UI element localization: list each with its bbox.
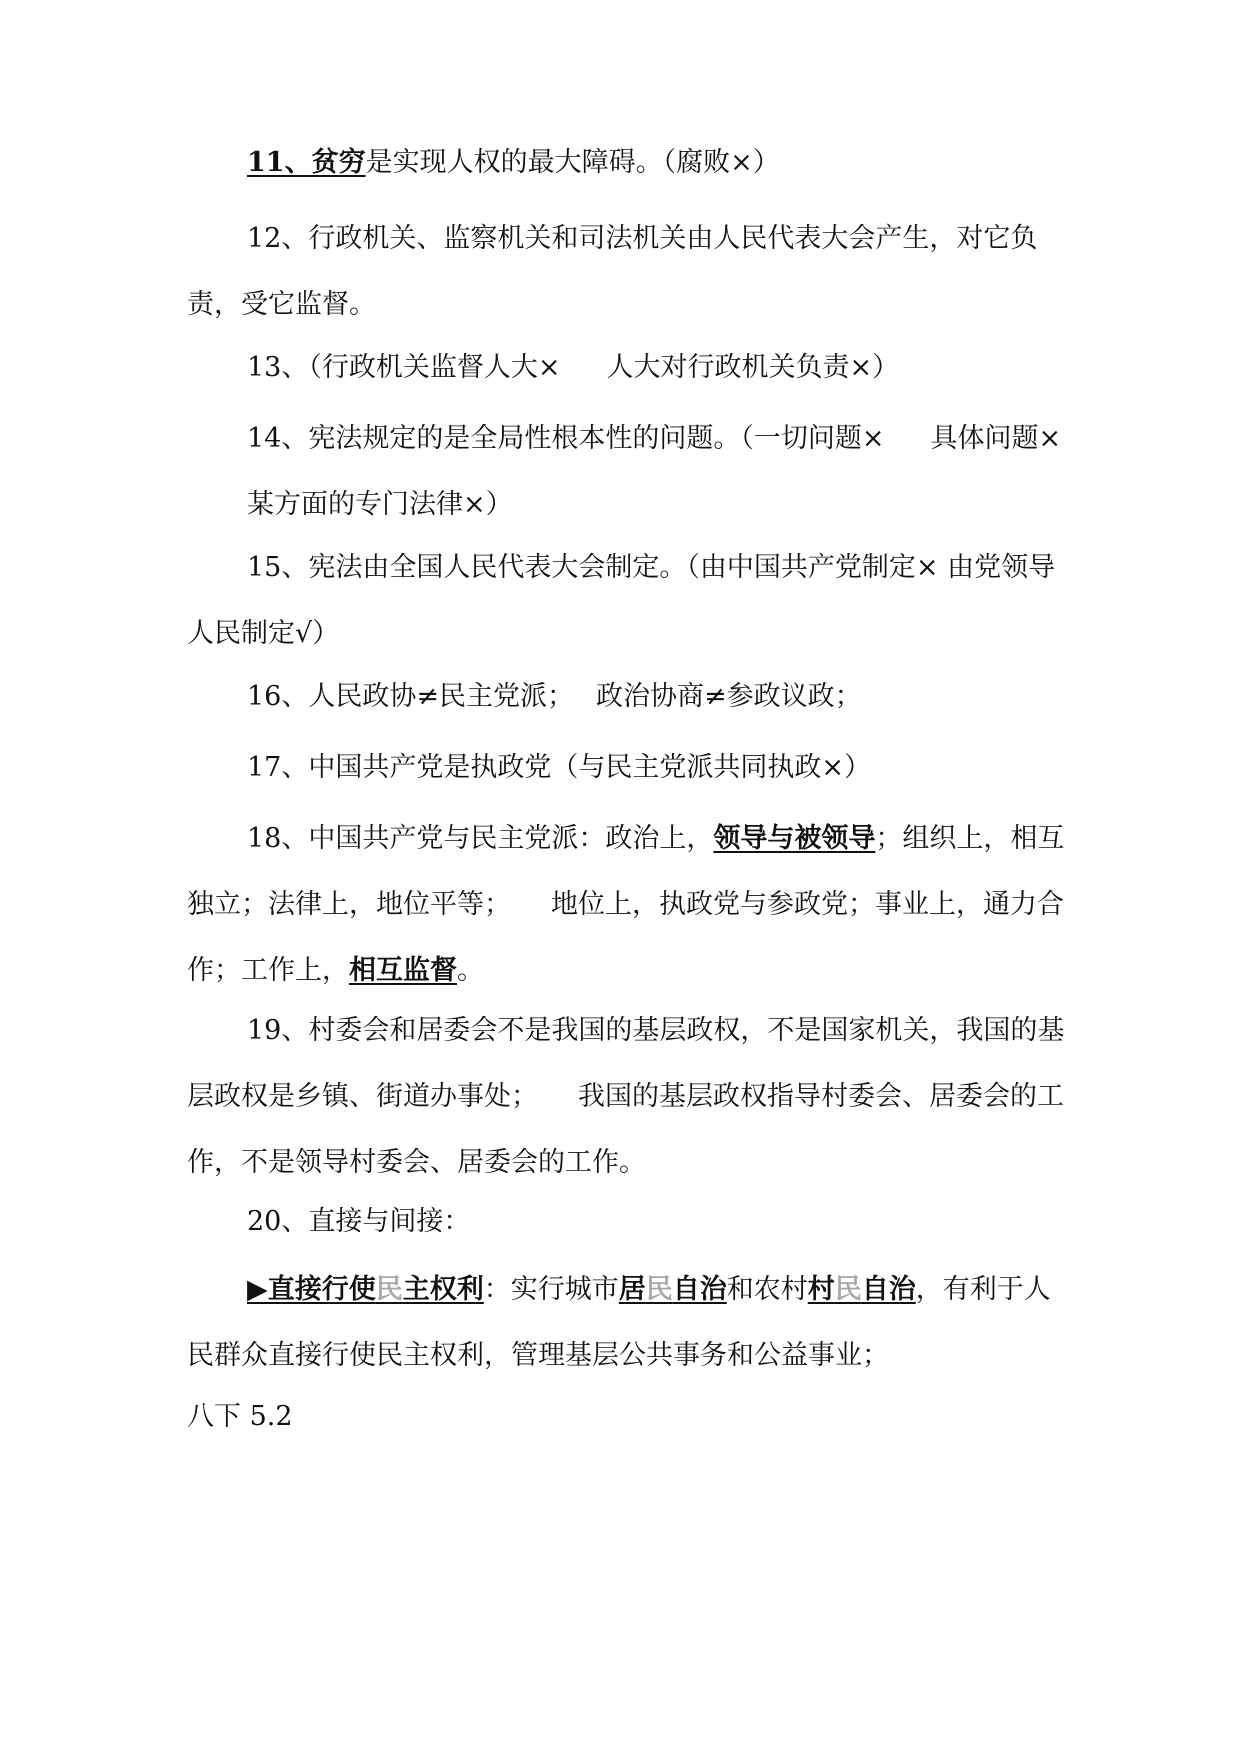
- item-12: 12、行政机关、监察机关和司法机关由人民代表大会产生，对它负责，受它监督。: [187, 223, 1038, 320]
- item-20: 20、直接与间接：: [247, 1206, 471, 1237]
- keyword-village-autonomy: 村民自治: [807, 1274, 916, 1305]
- item-15: 15、宪法由全国人民代表大会制定。（由中国共产党制定× 由党领导人民制定√）: [187, 552, 1056, 649]
- keyword-mutual-supervision: 相互监督: [349, 955, 457, 986]
- item-14: 14、宪法规定的是全局性根本性的问题。（一切问题× 具体问题×某方面的专门法律×）: [247, 423, 1062, 520]
- item-19: 19、村委会和居委会不是我国的基层政权，不是国家机关，我国的基层政权是乡镇、街道办事处； 我国的基层政权指导村委会、居委会的工作，不是领导村委会、居委会的工作。: [187, 1015, 1065, 1178]
- item-21: ▶直接行使民主权利：实行城市居民自治和农村村民自治，有利于人民群众直接行使民主权利，管理基层公共事务和公益事业；: [187, 1274, 1051, 1371]
- item-13: 13、（行政机关监督人大× 人大对行政机关负责×）: [247, 352, 900, 383]
- item-16: 16、人民政协≠民主党派； 政治协商≠参政议政；: [247, 681, 862, 712]
- keyword-leadership: 领导与被领导: [713, 823, 876, 854]
- keyword-direct-exercise: ▶直接行使民主权利: [247, 1274, 484, 1305]
- item-source-note: 八下 5.2: [187, 1401, 293, 1432]
- item-17: 17、中国共产党是执政党（与民主党派共同执政×）: [247, 752, 871, 783]
- keyword-urban-autonomy: 居民自治: [618, 1274, 727, 1305]
- keyword-poverty: 11、贫穷: [247, 147, 366, 178]
- item-18: 18、中国共产党与民主党派：政治上，领导与被领导；组织上，相互独立；法律上，地位平等； 地位上，执政党与参政党；事业上，通力合作；工作上，相互监督。: [187, 823, 1065, 986]
- item-11: 11、贫穷是实现人权的最大障碍。（腐败×）: [247, 147, 780, 178]
